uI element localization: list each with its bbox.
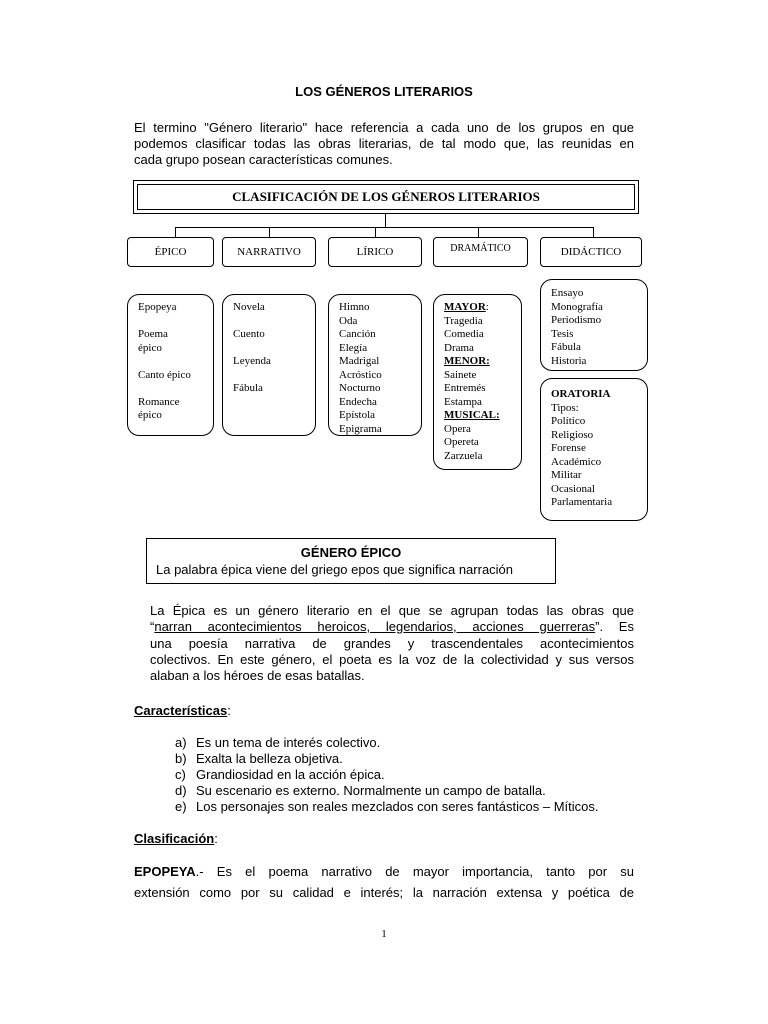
list-item: Religioso (551, 428, 594, 441)
classification-header-box (133, 180, 639, 214)
genre-lirico (328, 237, 422, 267)
genre-narrativo-label: NARRATIVO (237, 246, 301, 258)
intro-line-2: podemos clasificar todas las obras literarias, de tal modo que, las reunidas en (134, 136, 634, 151)
connector-lirico (375, 227, 376, 237)
list-item: Cuento (233, 328, 265, 340)
list-item: Drama (444, 341, 474, 354)
connector-trunk (385, 214, 386, 227)
list-item: Comedia (444, 328, 484, 340)
epica-line-4: colectivos. En este género, el poeta es la voz de la colectividad y sus versos (150, 652, 634, 667)
list-item (175, 767, 385, 783)
list-item: Madrigal (339, 355, 380, 367)
list-item: Militar (551, 469, 582, 481)
list-item: Estampa (444, 395, 482, 408)
list-item: Forense (551, 442, 586, 454)
quote-open: “ (150, 619, 155, 634)
list-item: Epigrama (339, 422, 382, 435)
list-item: Tragedia (444, 314, 483, 327)
list-item: Elegía (339, 341, 368, 354)
epica-line-5: alaban a los héroes de esas batallas. (150, 668, 365, 683)
genre-dramatico-label: DRAMÁTICO (450, 243, 511, 254)
genre-didactico (540, 237, 642, 267)
list-item: Endecha (339, 395, 377, 408)
epopeya-line-1 (134, 861, 634, 882)
list-item: Canción (339, 328, 376, 340)
oratoria-title: ORATORIA (551, 388, 611, 400)
list-item: Periodismo (551, 314, 602, 326)
list-item: épico (138, 341, 162, 354)
connector-narrativo (269, 227, 270, 237)
list-item (175, 783, 546, 799)
page-number: 1 (381, 928, 387, 940)
epico-list (127, 294, 214, 436)
epica-line-1: La Épica es un género literario en el que se agrupan todas las obras que (150, 603, 634, 618)
list-item: Epopeya (138, 301, 177, 313)
item-text: Es un tema de interés colectivo. (196, 735, 381, 750)
list-item: Opereta (444, 436, 479, 448)
caracteristicas-heading-text: Características (134, 703, 228, 718)
item-text: Exalta la belleza objetiva. (196, 751, 343, 766)
item-text: Grandiosidad en la acción épica. (196, 767, 385, 782)
list-item: Acróstico (339, 368, 382, 381)
list-item: Entremés (444, 382, 486, 394)
list-item: épico (138, 409, 162, 421)
epopeya-term: EPOPEYA (134, 864, 196, 879)
epica-line-3: una poesía narrativa de grandes y trascendentales acontecimientos (150, 636, 634, 651)
item-label: c) (175, 767, 186, 782)
item-label: a) (175, 735, 187, 750)
connector-didactico (593, 227, 594, 237)
list-item: Poema (138, 328, 168, 340)
oratoria-list (540, 378, 648, 521)
document-title: LOS GÉNEROS LITERARIOS (295, 84, 473, 99)
item-text: Su escenario es externo. Normalmente un campo de batalla. (196, 783, 546, 798)
connector-dramatico (478, 227, 479, 237)
item-label: e) (175, 799, 187, 814)
intro-line-3: cada grupo posean características comunes. (134, 152, 393, 167)
list-item: Sainete (444, 368, 477, 381)
mayor-label: MAYOR (444, 301, 486, 313)
list-item: Ensayo (551, 287, 584, 299)
item-label: d) (175, 783, 187, 798)
clasificacion-heading (134, 831, 218, 846)
list-item: Opera (444, 422, 471, 435)
list-item: Himno (339, 301, 370, 313)
list-item: Zarzuela (444, 449, 483, 462)
list-item: Epístola (339, 409, 376, 421)
epica-underlined-phrase: narran acontecimientos heroicos, legendarios, acciones guerreras (154, 619, 596, 634)
list-item (175, 799, 598, 815)
list-item: Fábula (233, 382, 263, 394)
list-item: Historia (551, 354, 587, 367)
classification-title: CLASIFICACIÓN DE LOS GÉNEROS LITERARIOS (137, 184, 635, 210)
genre-epico-label: ÉPICO (154, 246, 187, 258)
lirico-list (328, 294, 422, 436)
menor-label: MENOR: (444, 355, 490, 367)
list-item: Tesis (551, 327, 574, 340)
list-item: Oda (339, 314, 358, 327)
list-item: Nocturno (339, 382, 381, 394)
narrativo-list (222, 294, 316, 436)
list-item: Fábula (551, 341, 581, 353)
list-item (175, 735, 380, 751)
list-item: Leyenda (233, 355, 271, 367)
mayor-colon: : (485, 301, 489, 313)
epopeya-line-1-rest: .- Es el poema narrativo de mayor importancia, tanto por su (195, 864, 634, 879)
dramatico-list (433, 294, 522, 470)
item-text: Los personajes son reales mezclados con seres fantásticos – Míticos. (196, 799, 599, 814)
genre-didactico-label: DIDÁCTICO (560, 246, 622, 258)
list-item: Tipos: (551, 401, 579, 414)
list-item: Monografía (551, 300, 603, 313)
genre-epico (127, 237, 214, 267)
list-item: Novela (233, 301, 265, 313)
item-label: b) (175, 751, 187, 766)
genero-epico-title: GÉNERO ÉPICO (300, 545, 402, 560)
musical-label: MUSICAL: (444, 409, 500, 421)
clasificacion-heading-text: Clasificación (134, 831, 215, 846)
list-item (175, 751, 343, 767)
list-item: Ocasional (551, 482, 595, 495)
genero-epico-box (146, 538, 556, 584)
epopeya-line-2: extensión como por su calidad e interés; la narración extensa y poética de (134, 885, 634, 900)
connector-epico (175, 227, 176, 237)
list-item: Político (551, 415, 586, 427)
genre-lirico-label: LÍRICO (356, 246, 394, 258)
quote-close: ”. (595, 619, 604, 634)
epica-line-2 (150, 619, 634, 636)
epica-line-2-rest: Es (603, 619, 634, 634)
connector-horizontal (175, 227, 593, 228)
list-item: Romance (138, 395, 180, 408)
clasificacion-colon: : (214, 831, 218, 846)
genre-dramatico (433, 237, 528, 267)
list-item: Parlamentaria (551, 496, 613, 508)
didactico-list (540, 279, 648, 371)
intro-line-1: El termino "Género literario" hace referencia a cada uno de los grupos en que (134, 120, 634, 135)
genre-narrativo (222, 237, 316, 267)
list-item: Canto épico (138, 368, 191, 381)
caracteristicas-heading (134, 703, 231, 718)
list-item: Académico (551, 455, 602, 468)
genero-epico-definition: La palabra épica viene del griego epos que significa narración (156, 562, 514, 577)
caracteristicas-colon: : (227, 703, 231, 718)
